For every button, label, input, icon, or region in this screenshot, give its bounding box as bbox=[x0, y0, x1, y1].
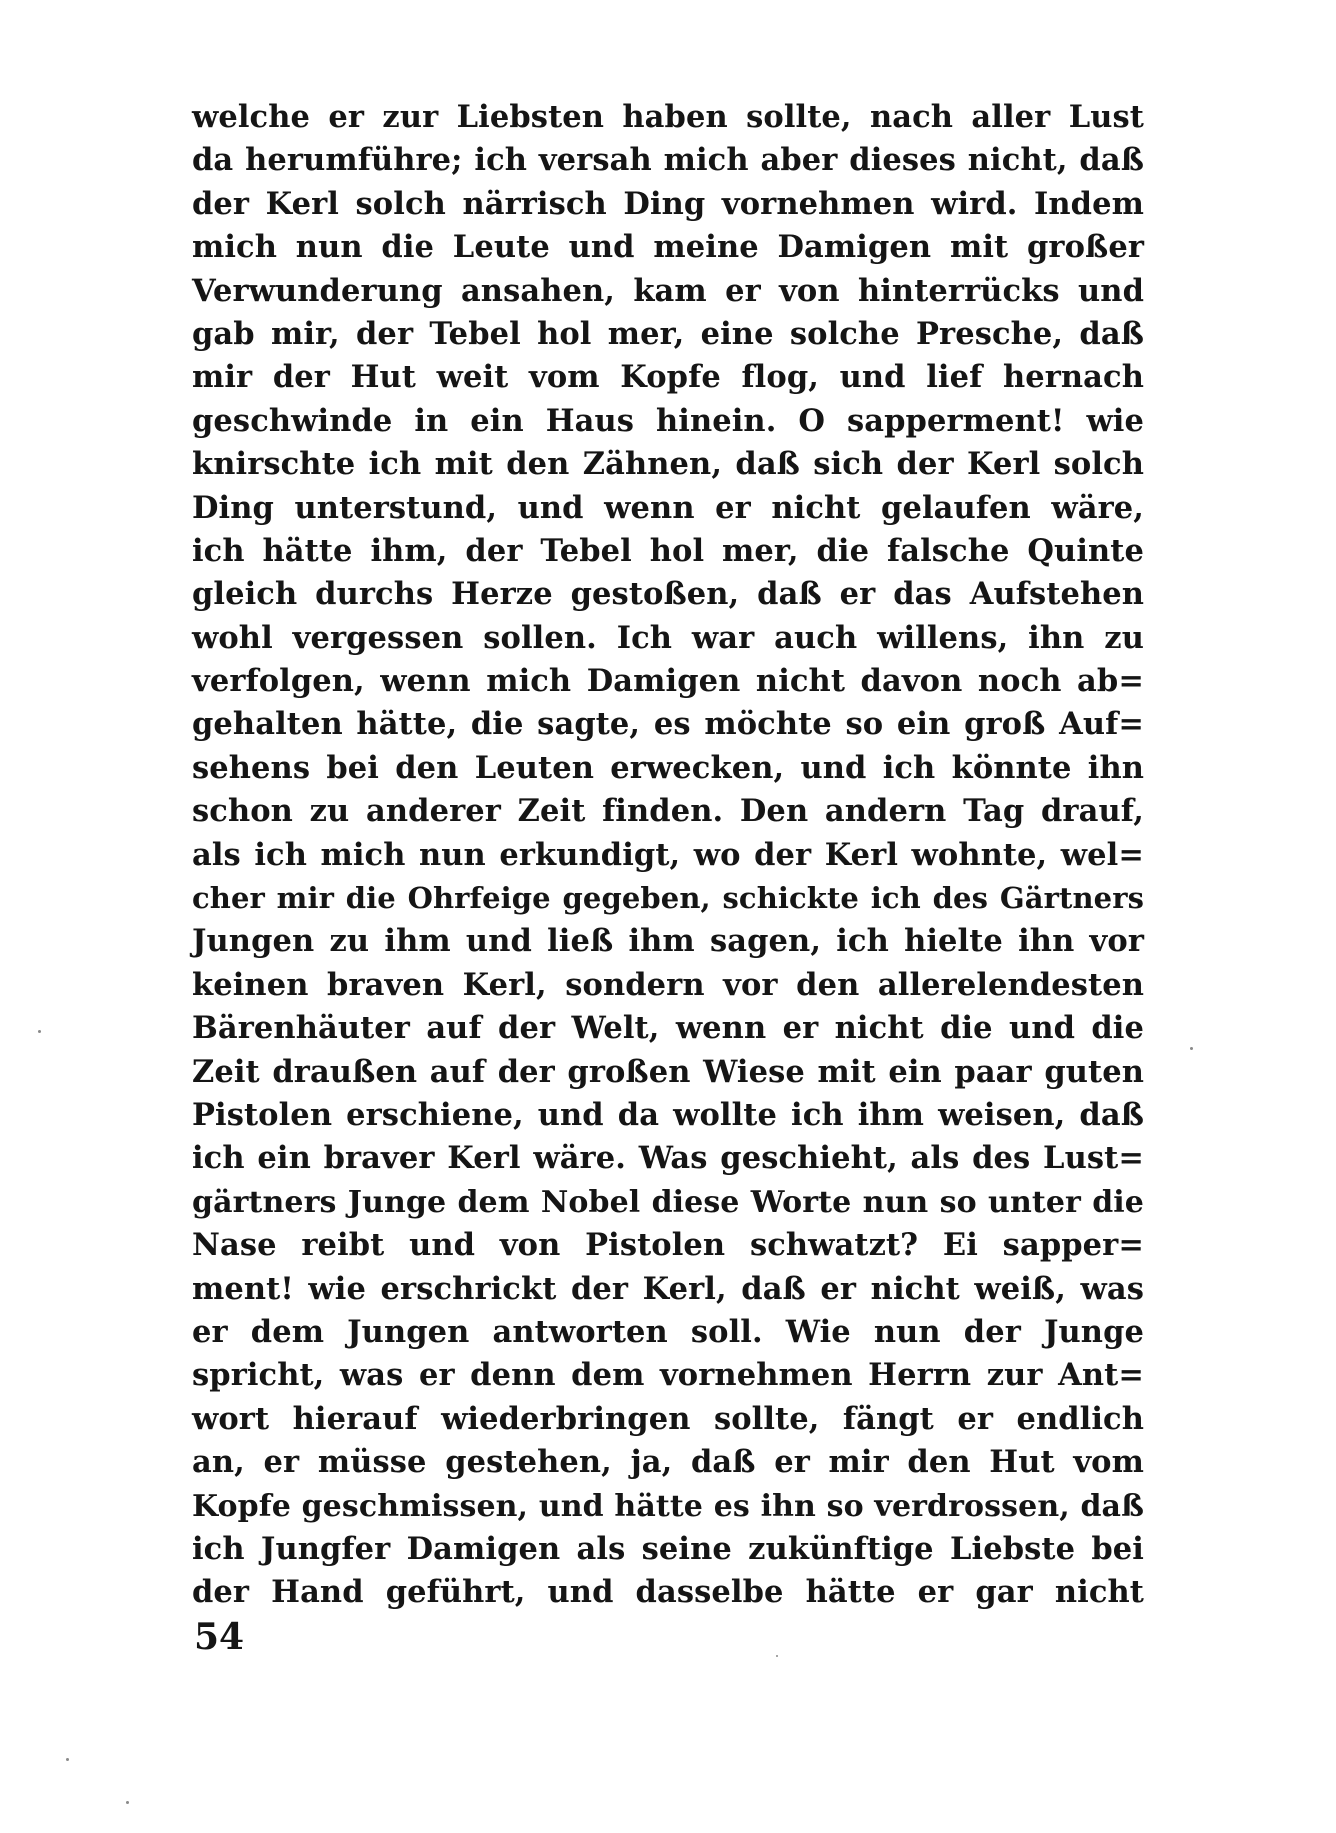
text-line: wort hierauf wiederbringen sollte, fängt er endlich bbox=[192, 1400, 1144, 1437]
text-line: ich ein braver Kerl wäre. Was geschieht, als des Lust= bbox=[192, 1140, 1144, 1177]
text-line: mir der Hut weit vom Kopfe flog, und lief hernach bbox=[192, 359, 1144, 396]
text-line: als ich mich nun erkundigt, wo der Kerl wohnte, wel= bbox=[192, 836, 1144, 873]
text-line: Jungen zu ihm und ließ ihm sagen, ich hielte ihn vor bbox=[192, 923, 1144, 960]
text-line: mich nun die Leute und meine Damigen mit großer bbox=[192, 229, 1144, 266]
text-line: gleich durchs Herze gestoßen, daß er das Aufstehen bbox=[192, 576, 1144, 613]
body-text bbox=[192, 96, 1144, 1615]
print-speck bbox=[66, 1758, 69, 1761]
text-line: Zeit draußen auf der großen Wiese mit ein paar guten bbox=[192, 1053, 1144, 1090]
text-line: keinen braven Kerl, sondern vor den allerelendesten bbox=[192, 966, 1144, 1003]
text-line: ment! wie erschrickt der Kerl, daß er nicht weiß, was bbox=[192, 1270, 1144, 1307]
page-number: 54 bbox=[194, 1616, 245, 1658]
text-line: ich hätte ihm, der Tebel hol mer, die falsche Quinte bbox=[192, 532, 1144, 569]
text-line: Ding unterstund, und wenn er nicht gelaufen wäre, bbox=[192, 489, 1144, 526]
print-speck bbox=[776, 1655, 778, 1657]
text-line: gab mir, der Tebel hol mer, eine solche Presche, daß bbox=[192, 315, 1144, 352]
print-speck bbox=[1190, 1047, 1193, 1050]
text-line: ich Jungfer Damigen als seine zukünftige Liebste bei bbox=[192, 1530, 1144, 1567]
text-line: Verwunderung ansahen, kam er von hinterrücks und bbox=[192, 272, 1144, 309]
text-line: gehalten hätte, die sagte, es möchte so ein groß Auf= bbox=[192, 706, 1144, 743]
text-line: er dem Jungen antworten soll. Wie nun der Junge bbox=[192, 1313, 1144, 1350]
text-line: Bärenhäuter auf der Welt, wenn er nicht die und die bbox=[192, 1010, 1144, 1047]
text-line: Pistolen erschiene, und da wollte ich ihm weisen, daß bbox=[192, 1096, 1144, 1133]
text-line: welche er zur Liebsten haben sollte, nach aller Lust bbox=[192, 99, 1144, 135]
text-line: der Kerl solch närrisch Ding vornehmen wird. Indem bbox=[192, 185, 1144, 222]
text-line: verfolgen, wenn mich Damigen nicht davon noch ab= bbox=[192, 663, 1144, 700]
text-line: an, er müsse gestehen, ja, daß er mir den Hut vom bbox=[192, 1444, 1144, 1481]
text-line: knirschte ich mit den Zähnen, daß sich der Kerl solch bbox=[192, 446, 1144, 483]
text-line: Kopfe geschmissen, und hätte es ihn so verdrossen, daß bbox=[192, 1488, 1144, 1524]
text-line: wohl vergessen sollen. Ich war auch willens, ihn zu bbox=[192, 619, 1144, 656]
text-line: Nase reibt und von Pistolen schwatzt? Ei sapper= bbox=[192, 1227, 1144, 1264]
text-line: geschwinde in ein Haus hinein. O sapperment! wie bbox=[192, 402, 1144, 439]
print-speck bbox=[38, 1030, 41, 1033]
text-line: cher mir die Ohrfeige gegeben, schickte ich des Gärtners bbox=[192, 881, 1144, 916]
text-line: spricht, was er denn dem vornehmen Herrn zur Ant= bbox=[192, 1357, 1144, 1394]
text-line: sehens bei den Leuten erwecken, und ich könnte ihn bbox=[192, 749, 1144, 786]
text-line: der Hand geführt, und dasselbe hätte er gar nicht bbox=[192, 1574, 1144, 1611]
text-line: gärtners Junge dem Nobel diese Worte nun so unter die bbox=[192, 1184, 1144, 1220]
text-line: schon zu anderer Zeit finden. Den andern Tag drauf, bbox=[192, 793, 1144, 830]
text-line: da herumführe; ich versah mich aber dieses nicht, daß bbox=[192, 142, 1144, 179]
print-speck bbox=[126, 1801, 129, 1804]
